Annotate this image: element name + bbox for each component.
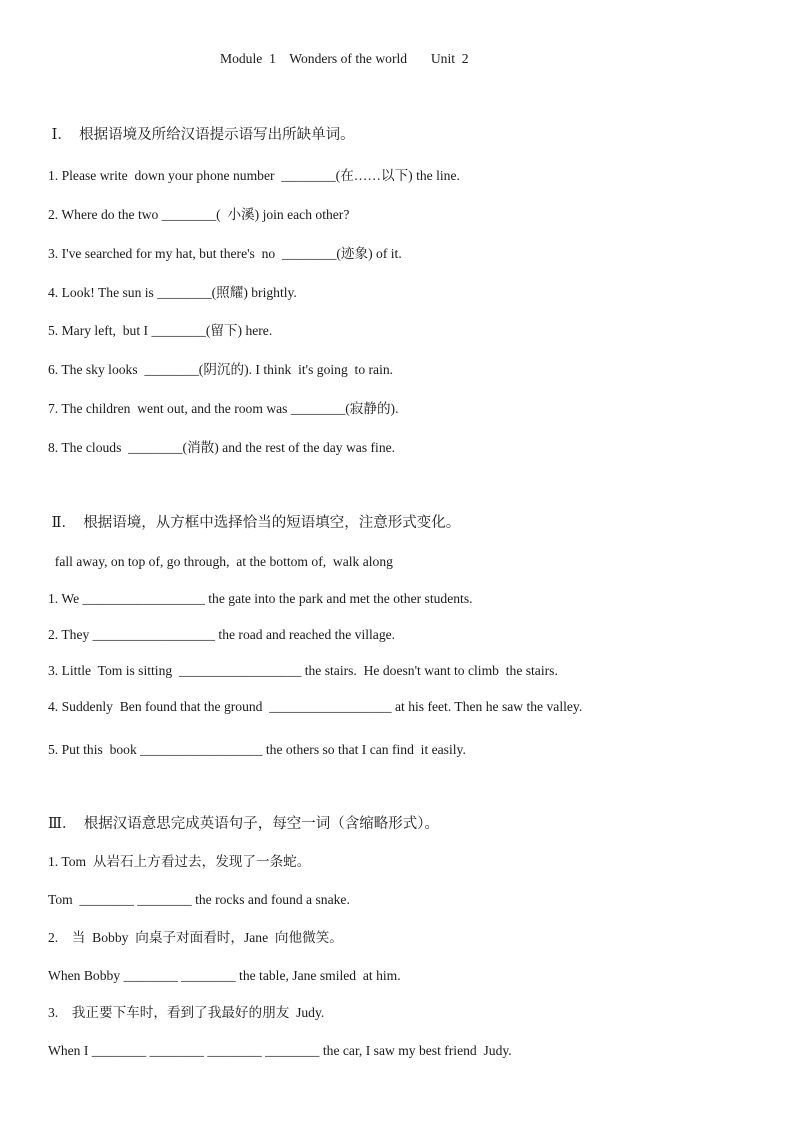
section1-item: 8. The clouds ________(消散) and the rest of the day was fine. — [48, 440, 396, 455]
page-title: Module 1 Wonders of the world Unit 2 — [220, 51, 469, 66]
section3-item-english: Tom ________ ________ the rocks and found a snake. — [48, 892, 350, 907]
section3-heading: Ⅲ． 根据汉语意思完成英语句子，每空一词（含缩略形式）。 — [48, 816, 439, 832]
section1-item: 5. Mary left, but I ________(留下) here. — [48, 323, 273, 338]
section3-item-chinese: 3. 我正要下车时，看到了我最好的朋友 Judy. — [48, 1005, 325, 1020]
section3-item-chinese: 2. 当 Bobby 向桌子对面看时，Jane 向他微笑。 — [48, 930, 343, 945]
section1-heading: Ⅰ． 根据语境及所给汉语提示语写出所缺单词。 — [48, 127, 355, 143]
section1-item: 1. Please write down your phone number ________(在……以下) the line. — [48, 168, 460, 183]
section1-item: 7. The children went out, and the room was ________(寂静的). — [48, 401, 399, 416]
section3-item-english: When I ________ ________ ________ ________ the car, I saw my best friend Judy. — [48, 1043, 512, 1058]
section1-item: 2. Where do the two ________( 小溪) join each other? — [48, 207, 350, 222]
section1-item: 4. Look! The sun is ________(照耀) brightly. — [48, 285, 297, 300]
section3-item-chinese: 1. Tom 从岩石上方看过去，发现了一条蛇。 — [48, 854, 311, 869]
section2-item: 4. Suddenly Ben found that the ground __________________ at his feet. Then he saw the valley. — [48, 699, 583, 714]
section2-item: 2. They __________________ the road and reached the village. — [48, 627, 396, 642]
section3-item-english: When Bobby ________ ________ the table, Jane smiled at him. — [48, 968, 401, 983]
section2-item: 3. Little Tom is sitting __________________ the stairs. He doesn't want to climb the stairs. — [48, 663, 558, 678]
section2-heading: Ⅱ． 根据语境，从方框中选择恰当的短语填空，注意形式变化。 — [48, 515, 461, 531]
section1-item: 3. I've searched for my hat, but there's no ________(迹象) of it. — [48, 246, 402, 261]
section2-item: 5. Put this book __________________ the others so that I can find it easily. — [48, 742, 466, 757]
phrase-bank: fall away, on top of, go through, at the bottom of, walk along — [48, 554, 393, 569]
section1-item: 6. The sky looks ________(阴沉的). I think it's going to rain. — [48, 362, 394, 377]
section2-item: 1. We __________________ the gate into the park and met the other students. — [48, 591, 473, 606]
